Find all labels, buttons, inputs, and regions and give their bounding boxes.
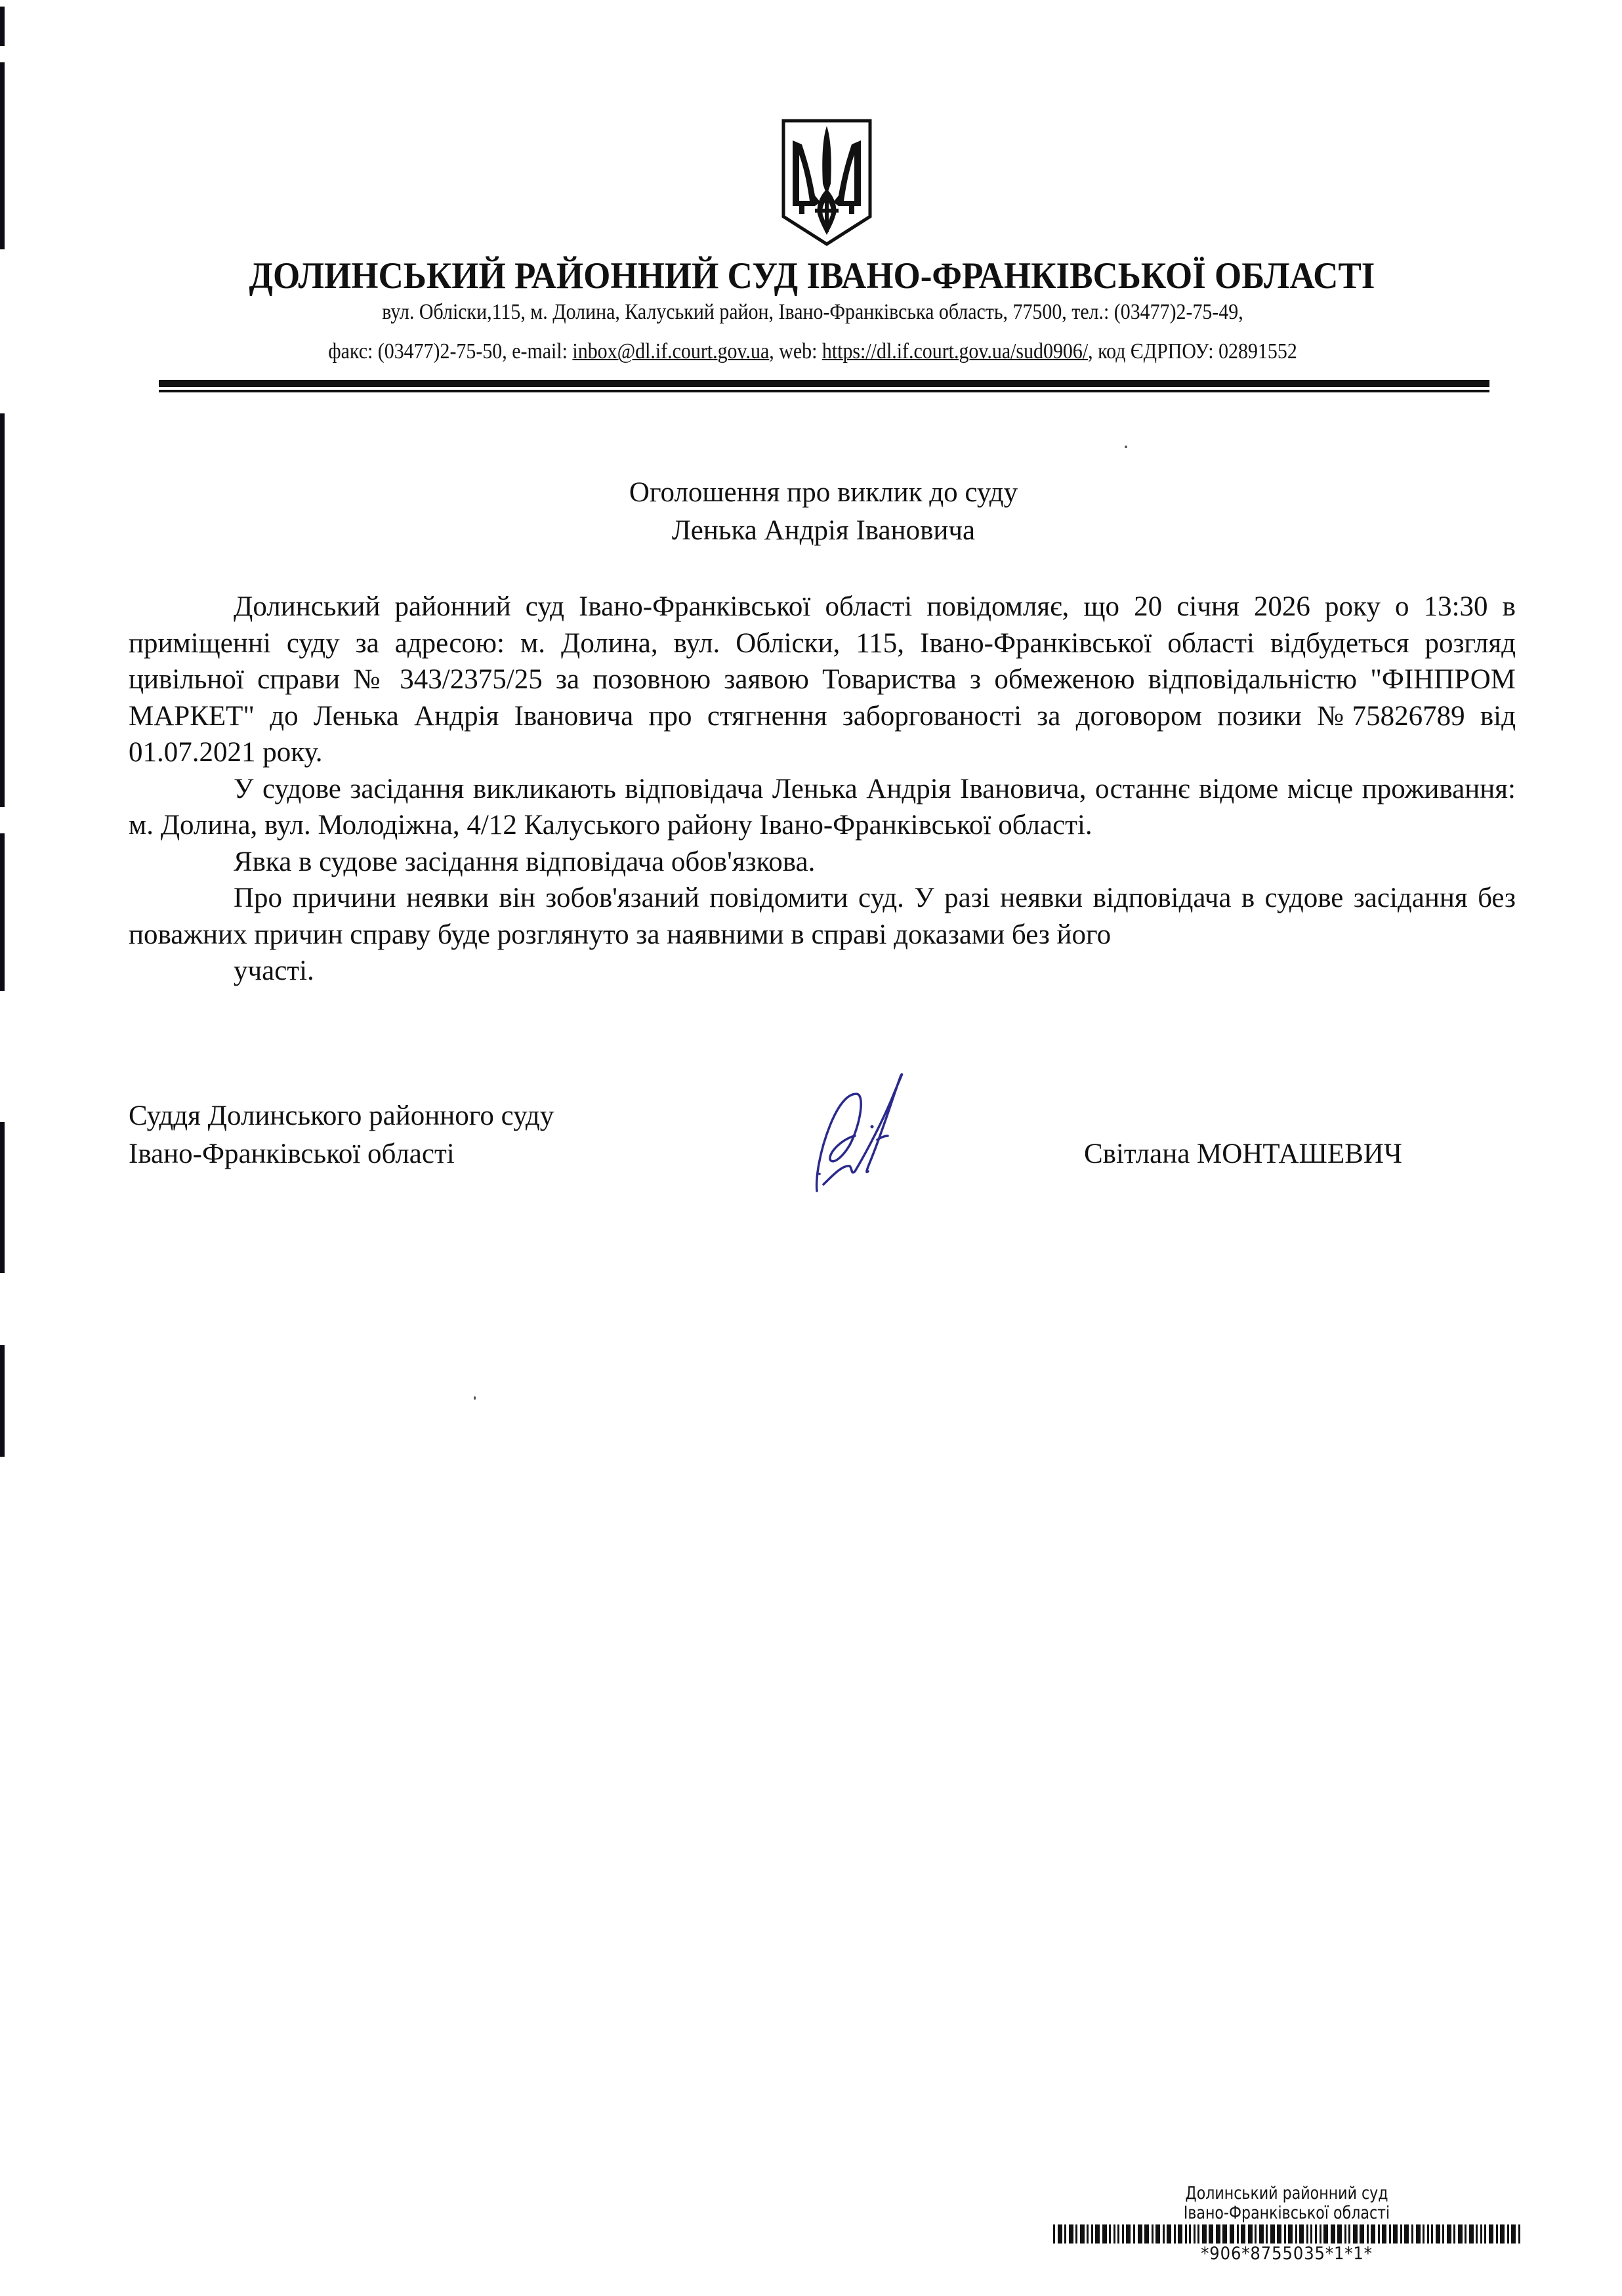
barcode-bar bbox=[1306, 2224, 1308, 2244]
barcode-bar bbox=[1436, 2224, 1440, 2244]
barcode-bar bbox=[1416, 2224, 1421, 2244]
barcode-bars bbox=[1053, 2224, 1520, 2244]
scan-edge-artifact bbox=[0, 1345, 5, 1457]
body-paragraph-summons: У судове засідання викликають відповідача Ленька Андрія Івановича, останнє відоме місце проживання: м. Долина, вул. Молодіжна, 4/12 Калуського району Івано-Франківської області. bbox=[129, 773, 1516, 841]
barcode-bar bbox=[1484, 2224, 1486, 2244]
barcode-bar bbox=[1122, 2224, 1124, 2244]
barcode-bar bbox=[1109, 2224, 1111, 2244]
barcode-bar bbox=[1295, 2224, 1297, 2244]
court-contacts bbox=[99, 339, 1526, 365]
barcode-bar bbox=[1117, 2224, 1119, 2244]
barcode-bar bbox=[1091, 2224, 1093, 2244]
barcode-bar bbox=[1113, 2224, 1115, 2244]
barcode-bar bbox=[1423, 2224, 1424, 2244]
barcode-bar bbox=[1087, 2224, 1089, 2244]
barcode-bar bbox=[1400, 2224, 1402, 2244]
barcode-bar bbox=[1095, 2224, 1100, 2244]
notice-title-defendant: Ленька Андрія Івановича bbox=[671, 515, 976, 546]
barcode-bar bbox=[1310, 2224, 1312, 2244]
barcode-bar bbox=[1189, 2224, 1191, 2244]
barcode-bar bbox=[1427, 2224, 1429, 2244]
barcode-bar bbox=[1411, 2224, 1413, 2244]
scan-speck bbox=[474, 1396, 476, 1400]
barcode-bar bbox=[1299, 2224, 1304, 2244]
body-paragraph-hearing: Долинський районний суд Івано-Франківської області повідомляє, що 20 січня 2026 року о 13:30 в приміщенні суду за адресою: м. Долина, вул. Обліски, 115, Івано-Франківської області відбудеться розгляд цивільної справи № 343/2375/25 за позовною заявою Товариства з обмеженою відповідальністю "ФІНПРОМ МАРКЕТ" до Ленька Андрія Івановича про стягнення заборгованості за договором позики №75826789 від 01.07.2021 року. bbox=[129, 591, 1516, 768]
website-link[interactable]: https://dl.if.court.gov.ua/sud0906/ bbox=[821, 339, 1089, 364]
barcode-bar bbox=[1404, 2224, 1409, 2244]
barcode-bar bbox=[1185, 2224, 1187, 2244]
barcode-bar bbox=[1178, 2224, 1182, 2244]
barcode-bar bbox=[1053, 2224, 1055, 2244]
barcode-bar bbox=[1155, 2224, 1160, 2244]
barcode-bar bbox=[1194, 2224, 1196, 2244]
barcode-bar bbox=[1163, 2224, 1165, 2244]
barcode-bar bbox=[1348, 2224, 1350, 2244]
scan-edge-artifact bbox=[0, 833, 5, 991]
notice-title-line: Оголошення про виклик до суду bbox=[629, 477, 1018, 508]
court-name-heading: ДОЛИНСЬКИЙ РАЙОННИЙ СУД ІВАНО-ФРАНКІВСЬКОЇ ОБЛАСТІ bbox=[249, 255, 1375, 297]
judge-position bbox=[129, 1097, 554, 1173]
barcode-bar bbox=[1133, 2224, 1135, 2244]
barcode-bar bbox=[1080, 2224, 1085, 2244]
barcode-bar bbox=[1367, 2224, 1369, 2244]
barcode-bar bbox=[1202, 2224, 1207, 2244]
barcode-bar bbox=[1371, 2224, 1375, 2244]
barcode-bar bbox=[1511, 2224, 1516, 2244]
barcode-bar bbox=[1382, 2224, 1386, 2244]
barcode-label-court: Долинський районний суд bbox=[1185, 2183, 1388, 2203]
barcode-bar bbox=[1241, 2224, 1245, 2244]
barcode-bar bbox=[1389, 2224, 1391, 2244]
fax-label: факс: (03477)2-75-50, e-mail: bbox=[328, 339, 573, 364]
barcode-bar bbox=[1393, 2224, 1398, 2244]
barcode-bar bbox=[1458, 2224, 1463, 2244]
scan-edge-artifact bbox=[0, 1122, 5, 1273]
court-address: вул. Обліски,115, м. Долина, Калуський район, Івано-Франківська область, 77500, тел.: (03477)2-75-49, bbox=[382, 300, 1243, 324]
barcode-bar bbox=[1500, 2224, 1505, 2244]
barcode-bar bbox=[1255, 2224, 1257, 2244]
barcode-bar bbox=[1496, 2224, 1498, 2244]
barcode-code: *906*8755035*1*1* bbox=[1201, 2244, 1373, 2264]
body-paragraph-tail: участі. bbox=[234, 955, 314, 986]
barcode-bar bbox=[1144, 2224, 1149, 2244]
header-divider-thick bbox=[159, 380, 1489, 387]
body-paragraph-attendance: Явка в судове засідання відповідача обов'язкова. bbox=[234, 846, 816, 877]
barcode-bar bbox=[1489, 2224, 1493, 2244]
barcode-bar bbox=[1323, 2224, 1328, 2244]
scan-speck bbox=[1125, 446, 1127, 448]
barcode-bar bbox=[1518, 2224, 1520, 2244]
barcode-bar bbox=[1248, 2224, 1253, 2244]
barcode-bar bbox=[1447, 2224, 1451, 2244]
barcode-bar bbox=[1222, 2224, 1227, 2244]
barcode-bar bbox=[1237, 2224, 1239, 2244]
barcode-bar bbox=[1288, 2224, 1293, 2244]
barcode-bar bbox=[1209, 2224, 1213, 2244]
barcode-bar bbox=[1197, 2224, 1199, 2244]
barcode-bar bbox=[1331, 2224, 1335, 2244]
barcode-bar bbox=[1058, 2224, 1062, 2244]
header-divider-thin bbox=[159, 390, 1489, 392]
barcode-bar bbox=[1266, 2224, 1268, 2244]
barcode-bar bbox=[1442, 2224, 1444, 2244]
judge-name: Світлана МОНТАШЕВИЧ bbox=[1084, 1138, 1402, 1169]
barcode-bar bbox=[1476, 2224, 1478, 2244]
barcode-bar bbox=[1315, 2224, 1317, 2244]
scan-edge-artifact bbox=[0, 413, 5, 807]
notice-body bbox=[129, 589, 1516, 990]
barcode-bar bbox=[1353, 2224, 1358, 2244]
barcode-bar bbox=[1465, 2224, 1466, 2244]
barcode-label-region: Івано-Франківської області bbox=[1183, 2203, 1390, 2223]
barcode-bar bbox=[1174, 2224, 1176, 2244]
edrpou-code: , код ЄДРПОУ: 02891552 bbox=[1088, 339, 1297, 364]
barcode-bar bbox=[1431, 2224, 1433, 2244]
barcode-bar bbox=[1453, 2224, 1455, 2244]
barcode-bar bbox=[1277, 2224, 1281, 2244]
barcode-bar bbox=[1102, 2224, 1107, 2244]
web-label: , web: bbox=[769, 339, 822, 364]
barcode-bar bbox=[1167, 2224, 1171, 2244]
body-paragraph-absence: Про причини неявки він зобов'язаний повідомити суд. У разі неявки відповідача в судове засідання без поважних причин справу буде розглянуто за наявними в справі доказами без його bbox=[129, 883, 1516, 950]
barcode-bar bbox=[1378, 2224, 1380, 2244]
email-link[interactable]: inbox@dl.if.court.gov.ua bbox=[572, 339, 770, 364]
barcode-bar bbox=[1259, 2224, 1264, 2244]
barcode-bar bbox=[1344, 2224, 1346, 2244]
barcode-bar bbox=[1075, 2224, 1077, 2244]
judge-position-line: Суддя Долинського районного суду bbox=[129, 1100, 554, 1131]
barcode-bar bbox=[1337, 2224, 1342, 2244]
barcode-stamp bbox=[1053, 2184, 1520, 2263]
barcode-bar bbox=[1064, 2224, 1066, 2244]
barcode-bar bbox=[1320, 2224, 1321, 2244]
barcode-bar bbox=[1284, 2224, 1286, 2244]
barcode-bar bbox=[1230, 2224, 1234, 2244]
barcode-bar bbox=[1469, 2224, 1474, 2244]
barcode-bar bbox=[1216, 2224, 1220, 2244]
scan-edge-artifact bbox=[0, 7, 5, 46]
barcode-bar bbox=[1360, 2224, 1364, 2244]
barcode-bar bbox=[1152, 2224, 1154, 2244]
barcode-bar bbox=[1270, 2224, 1275, 2244]
judge-position-region: Івано-Франківської області bbox=[129, 1138, 455, 1169]
scan-edge-artifact bbox=[0, 62, 5, 249]
barcode-bar bbox=[1126, 2224, 1131, 2244]
handwritten-signature bbox=[804, 1053, 961, 1204]
barcode-bar bbox=[1138, 2224, 1142, 2244]
barcode-bar bbox=[1507, 2224, 1509, 2244]
trident-coat-of-arms-icon bbox=[780, 118, 874, 247]
barcode-bar bbox=[1480, 2224, 1482, 2244]
barcode-bar bbox=[1069, 2224, 1073, 2244]
notice-title bbox=[0, 474, 1622, 550]
